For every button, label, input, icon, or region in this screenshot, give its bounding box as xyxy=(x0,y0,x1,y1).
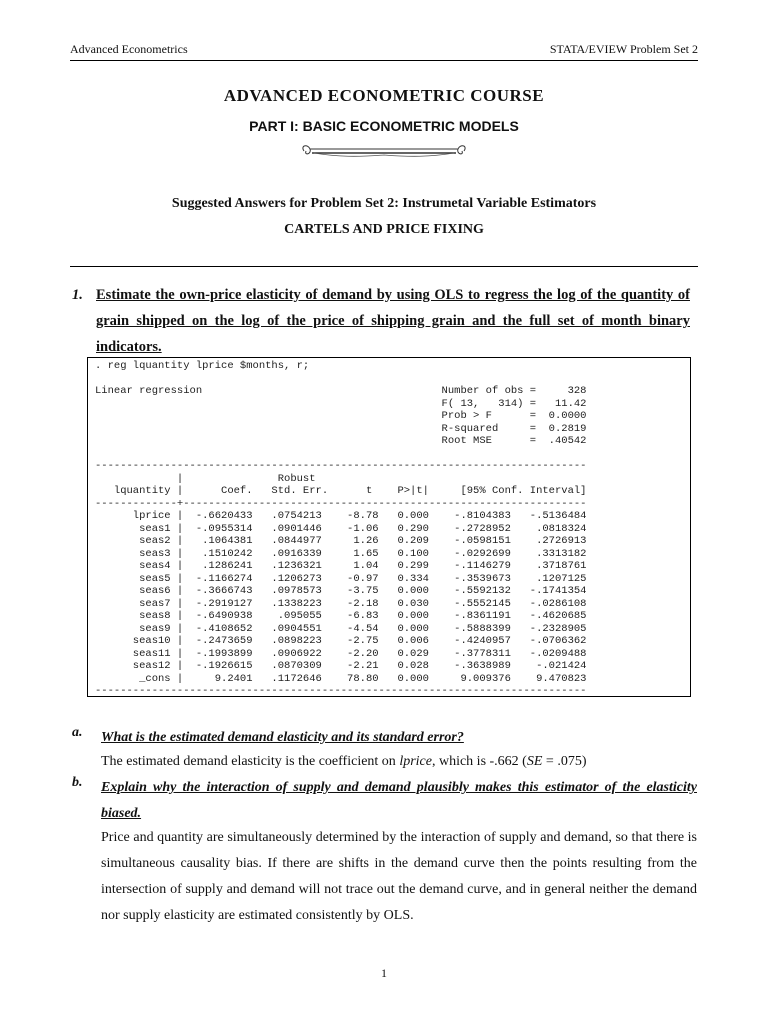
answer-a-text: The estimated demand elasticity is the coefficient on xyxy=(101,754,400,769)
page-subtitle: PART I: BASIC ECONOMETRIC MODELS xyxy=(249,118,519,134)
stata-output-box xyxy=(87,357,691,697)
answer-a-variable: lprice xyxy=(399,754,432,769)
header-left: Advanced Econometrics xyxy=(70,42,188,56)
part-b-answer: Price and quantity are simultaneously determined by the interaction of supply and demand, so that there is simultaneous causality bias. If there are shifts in the demand curve then the points resulting from the intersection of supply and demand will not trace out the demand curve, and in general neither the demand nor supply elasticity are estimated consistently by OLS. xyxy=(101,830,697,923)
header-right: STATA/EVIEW Problem Set 2 xyxy=(549,42,698,56)
part-a-question: What is the estimated demand elasticity and its standard error? xyxy=(101,730,464,745)
part-a-label: a. xyxy=(72,725,83,740)
answer-a-text-end: = .075) xyxy=(542,754,587,769)
regression-output: . reg lquantity lprice $months, r; Linear regression Number of obs = 328 F( 13, 314) = 11.42 Prob > F = 0.0000 R-squared = 0.2819 Root MSE = .40542 ------------------------------------------------------------------------------ | Robust lquantity | Coef. Std. Err. t P>|t| [95% Conf. Interval] -------------+---------------------------------------------------------------- lprice | -.6620433 .0754213 -8.78 0.000 -.8104383 -.5136484 seas1 | -.0955314 .0901446 -1.06 0.290 -.2728952 .0818324 seas2 | .1064381 .0844977 1.26 0.209 -.0598151 .2726913 seas3 | .1510242 .0916339 1.65 0.100 -.0292699 .3313182 seas4 | .1286241 .1236321 1.04 0.299 -.1146279 .3718761 seas5 | -.1166274 .1206273 -0.97 0.334 -.3539673 .1207125 seas6 | -.3666743 .0978573 -3.75 0.000 -.5592132 -.1741354 seas7 | -.2919127 .1338223 -2.18 0.030 -.5552145 -.0286108 seas8 | -.6490938 .095055 -6.83 0.000 -.8361191 -.4620685 seas9 | -.4108652 .0904551 -4.54 0.000 -.5888399 -.2328905 seas10 | -.2473659 .0898223 -2.75 0.006 -.4240957 -.0706362 seas11 | -.1993899 .0906922 -2.20 0.029 -.3778311 -.0209488 seas12 | -.1926615 .0870309 -2.21 0.028 -.3638989 -.021424 _cons | 9.2401 .1172646 78.80 0.000 9.009376 9.470823 ------------------------------------------------------------------------------ xyxy=(95,360,587,697)
part-b-label: b. xyxy=(72,775,83,790)
part-a-answer xyxy=(101,749,697,775)
answer-a-text-mid: , which is -.662 ( xyxy=(431,754,527,769)
question-1 xyxy=(72,282,690,360)
part-b-question: Explain why the interaction of supply and demand plausibly makes this estimator of the elasticity biased. xyxy=(101,780,697,821)
document-topic: CARTELS AND PRICE FIXING xyxy=(284,222,484,237)
part-a xyxy=(72,725,697,751)
document-heading: Suggested Answers for Problem Set 2: Instrumetal Variable Estimators xyxy=(171,196,597,211)
question-1-text: Estimate the own-price elasticity of demand by using OLS to regress the log of the quantity of grain shipped on the log of the price of shipping grain and the full set of month binary indicators. xyxy=(96,287,690,355)
ornament-divider-icon xyxy=(298,142,470,160)
page-title: ADVANCED ECONOMETRIC COURSE xyxy=(223,86,545,105)
part-b xyxy=(72,775,697,827)
section-divider xyxy=(70,266,698,267)
question-1-number: 1. xyxy=(72,287,83,303)
answer-a-se: SE xyxy=(526,754,543,769)
page-number: 1 xyxy=(381,966,387,980)
running-header xyxy=(70,42,698,61)
